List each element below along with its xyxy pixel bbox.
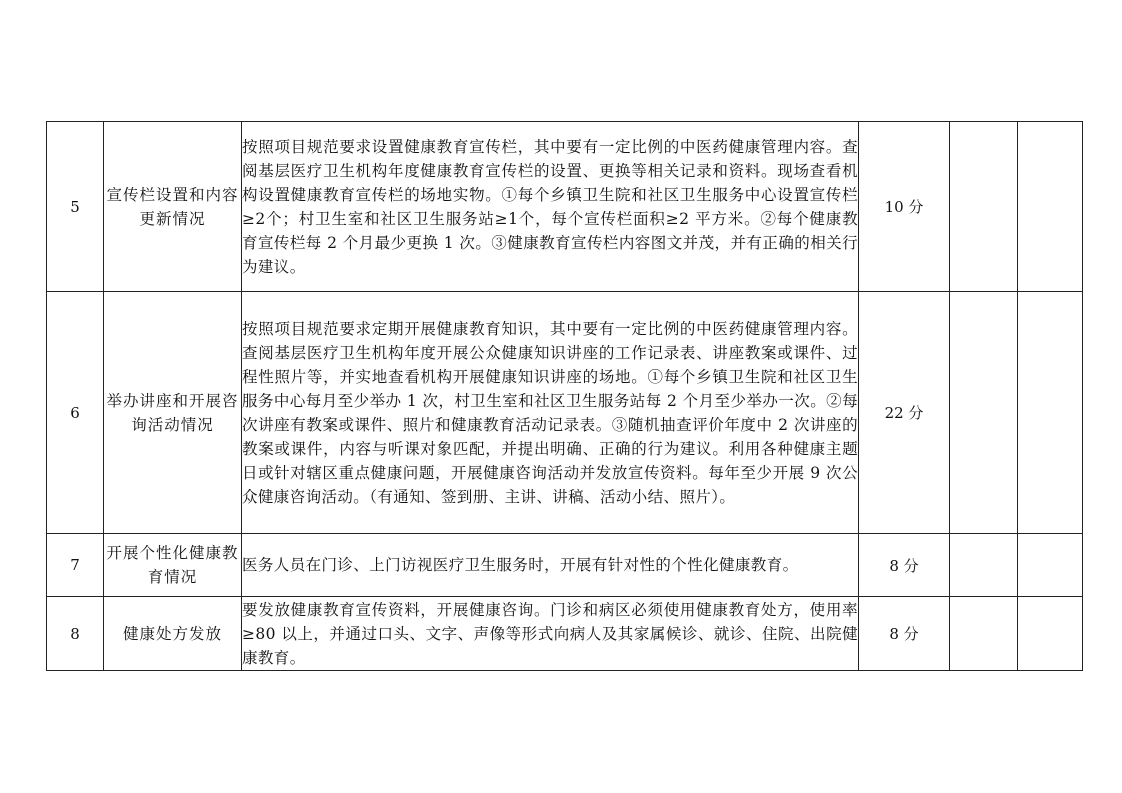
table-row [47, 534, 1083, 597]
blank-cell [1018, 534, 1083, 597]
row-description: 医务人员在门诊、上门访视医疗卫生服务时，开展有针对性的个性化健康教育。 [242, 534, 859, 597]
blank-cell [950, 292, 1018, 534]
evaluation-table [46, 121, 1083, 671]
table-row [47, 597, 1083, 671]
row-number: 7 [47, 534, 104, 597]
table-row [47, 122, 1083, 292]
blank-cell [1018, 597, 1083, 671]
row-score: 22 分 [859, 292, 950, 534]
table-row [47, 292, 1083, 534]
row-number: 5 [47, 122, 104, 292]
row-number: 8 [47, 597, 104, 671]
row-item: 宣传栏设置和内容更新情况 [104, 122, 242, 292]
blank-cell [950, 534, 1018, 597]
row-score: 10 分 [859, 122, 950, 292]
blank-cell [950, 597, 1018, 671]
row-item: 健康处方发放 [104, 597, 242, 671]
row-score: 8 分 [859, 597, 950, 671]
row-item: 开展个性化健康教育情况 [104, 534, 242, 597]
row-number: 6 [47, 292, 104, 534]
row-description: 按照项目规范要求设置健康教育宣传栏，其中要有一定比例的中医药健康管理内容。查阅基层医疗卫生机构年度健康教育宣传栏的设置、更换等相关记录和资料。现场查看机构设置健康教育宣传栏的场地实物。①每个乡镇卫生院和社区卫生服务中心设置宣传栏≥2个；村卫生室和社区卫生服务站≥1个，每个宣传栏面积≥2 平方米。②每个健康教育宣传栏每 2 个月最少更换 1 次。③健康教育宣传栏内容图文并茂，并有正确的相关行为建议。 [242, 122, 859, 292]
blank-cell [1018, 292, 1083, 534]
blank-cell [1018, 122, 1083, 292]
row-item: 举办讲座和开展咨询活动情况 [104, 292, 242, 534]
blank-cell [950, 122, 1018, 292]
row-description: 按照项目规范要求定期开展健康教育知识，其中要有一定比例的中医药健康管理内容。查阅基层医疗卫生机构年度开展公众健康知识讲座的工作记录表、讲座教案或课件、过程性照片等，并实地查看机构开展健康知识讲座的场地。①每个乡镇卫生院和社区卫生服务中心每月至少举办 1 次，村卫生室和社区卫生服务站每 2 个月至少举办一次。②每次讲座有教案或课件、照片和健康教育活动记录表。③随机抽查评价年度中 2 次讲座的教案或课件，内容与听课对象匹配，并提出明确、正确的行为建议。利用各种健康主题日或针对辖区重点健康问题，开展健康咨询活动并发放宣传资料。每年至少开展 9 次公众健康咨询活动。（有通知、签到册、主讲、讲稿、活动小结、照片）。 [242, 292, 859, 534]
row-description: 要发放健康教育宣传资料，开展健康咨询。门诊和病区必须使用健康教育处方，使用率≥80 以上，并通过口头、文字、声像等形式向病人及其家属候诊、就诊、住院、出院健康教育。 [242, 597, 859, 671]
row-score: 8 分 [859, 534, 950, 597]
